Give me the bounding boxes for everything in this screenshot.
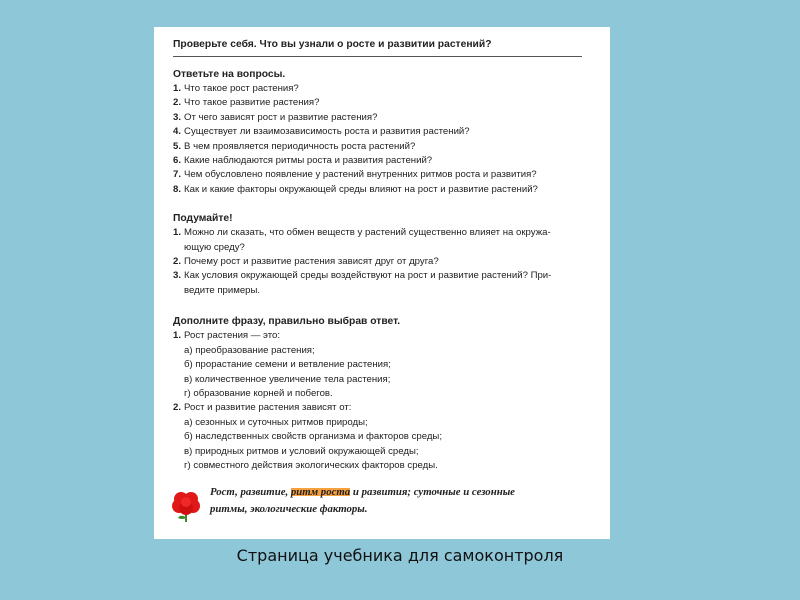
answer-option: б) прорастание семени и ветвление растения; <box>184 359 391 371</box>
list-item: 3. Как условия окружающей среды воздействуют на рост и развитие растений? При- <box>173 270 552 282</box>
section-heading-complete: Дополните фразу, правильно выбрав ответ. <box>173 316 401 328</box>
list-item: 3. От чего зависят рост и развитие растения? <box>173 111 378 123</box>
list-item: 4. Существует ли взаимозависимость роста и развития растений? <box>173 126 470 138</box>
summary-keywords <box>210 484 590 518</box>
answer-option: в) природных ритмов и условий окружающей среды; <box>184 445 419 457</box>
page-title: Проверьте себя. Что вы узнали о росте и развитии растений? <box>173 38 582 57</box>
answer-option: г) образование корней и побегов. <box>184 387 333 399</box>
list-item: 1. Рост растения — это: <box>173 330 281 342</box>
slide-caption: Страница учебника для самоконтроля <box>236 546 564 565</box>
list-item: 1. Что такое рост растения? <box>173 83 299 94</box>
list-item: 2. Рост и развитие растения зависят от: <box>173 402 352 414</box>
think-questions-list <box>173 226 582 298</box>
list-item-continuation: ведите примеры. <box>184 284 261 296</box>
textbook-page <box>154 27 610 539</box>
highlighted-text: ритм роста <box>290 486 351 498</box>
summary-line-1: Рост, развитие, ритм роста и развития; суточные и сезонные <box>210 486 515 498</box>
list-item: 7. Чем обусловлено появление у растений внутренних ритмов роста и развития? <box>173 169 537 181</box>
answer-option: а) преобразование растения; <box>184 344 315 356</box>
answer-option: в) количественное увеличение тела растения; <box>184 373 391 385</box>
complete-phrase-list <box>173 329 582 473</box>
answer-option: а) сезонных и суточных ритмов природы; <box>184 416 368 428</box>
list-item: 8. Как и какие факторы окружающей среды влияют на рост и развитие растений? <box>173 183 538 195</box>
list-item: 6. Какие наблюдаются ритмы роста и развития растений? <box>173 155 433 167</box>
answer-option: г) совместного действия экологических факторов среды. <box>184 459 438 471</box>
list-item-continuation: ющую среду? <box>184 241 245 253</box>
red-flower-icon <box>171 489 201 523</box>
section-heading-answer: Ответьте на вопросы. <box>173 69 286 80</box>
list-item: 5. В чем проявляется периодичность роста растений? <box>173 140 416 152</box>
answer-option: б) наследственных свойств организма и факторов среды; <box>184 431 442 443</box>
list-item: 2. Почему рост и развитие растения зависят друг от друга? <box>173 256 439 268</box>
list-item: 2. Что такое развитие растения? <box>173 97 320 109</box>
list-item: 1. Можно ли сказать, что обмен веществ у растений существенно влияет на окружа- <box>173 227 551 239</box>
answer-questions-list <box>173 82 582 197</box>
section-heading-think: Подумайте! <box>173 213 233 225</box>
summary-line-2: ритмы, экологические факторы. <box>210 503 368 515</box>
